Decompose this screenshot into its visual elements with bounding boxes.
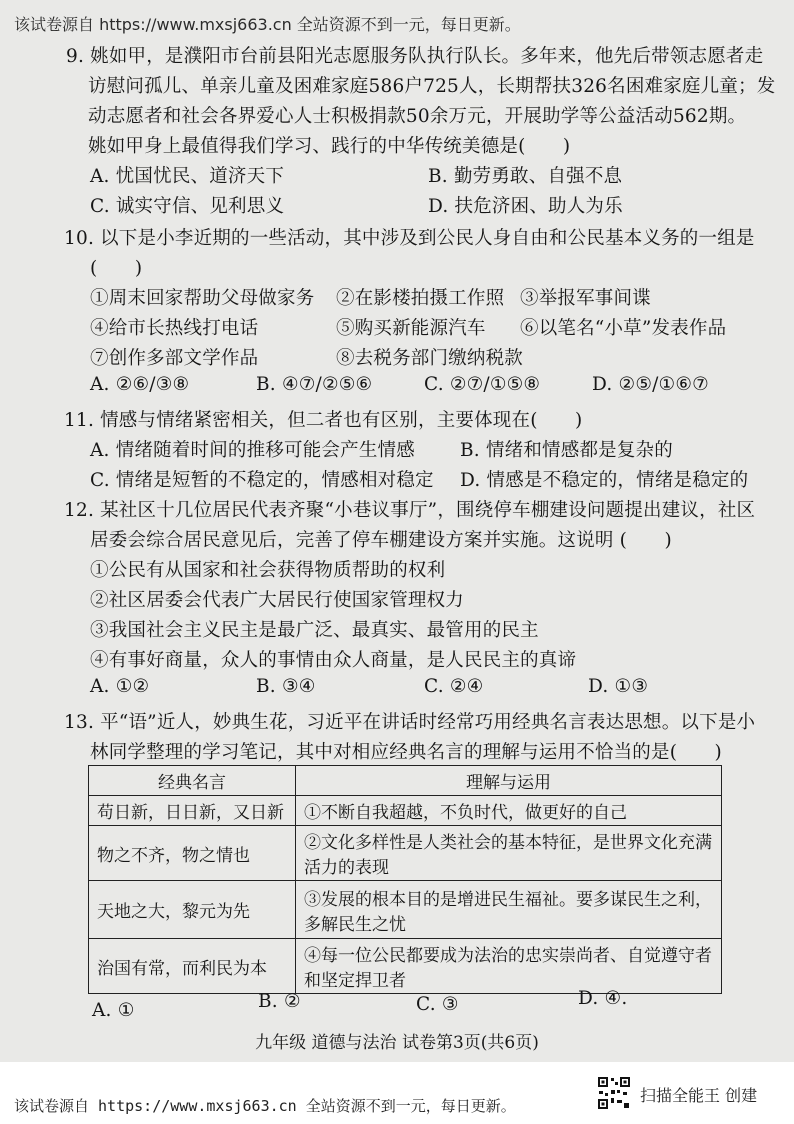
q10-item-4: ④给市长热线打电话: [90, 318, 259, 339]
q9-option-d: D. 扶危济困、助人为乐: [428, 196, 623, 217]
table-cell-quote: 物之不齐，物之情也: [89, 826, 296, 881]
q9-line-2: 访慰问孤儿、单亲儿童及困难家庭586户725人，长期帮扶326名困难家庭儿童；发: [88, 76, 776, 97]
q10-item-5: ⑤购买新能源汽车: [336, 318, 486, 339]
table-header-interpretation: 理解与运用: [296, 766, 722, 796]
table-cell-quote: 苟日新，日日新，又日新: [89, 796, 296, 826]
q9-option-b: B. 勤劳勇敢、自强不息: [428, 166, 623, 187]
q10-option-c: C. ②⑦/①⑤⑧: [424, 374, 541, 395]
q12-line-2: 居委会综合居民意见后，完善了停车棚建设方案并实施。这说明 ( ): [90, 530, 672, 551]
q9-line-3: 动志愿者和社会各界爱心人士积极捐款50余万元，开展助学等公益活动562期。: [88, 106, 747, 127]
q12-item-1: ①公民有从国家和社会获得物质帮助的权利: [90, 560, 446, 581]
q12-item-2: ②社区居委会代表广大居民行使国家管理权力: [90, 590, 465, 611]
table-cell-interpretation: ②文化多样性是人类社会的基本特征，是世界文化充满活力的表现: [296, 826, 722, 881]
q13-option-a: A. ①: [92, 1000, 135, 1021]
table-cell-quote: 天地之大，黎元为先: [89, 881, 296, 939]
q9-line-1: 9. 姚如甲，是濮阳市台前县阳光志愿服务队执行队长。多年来，他先后带领志愿者走: [66, 46, 764, 67]
scanner-label: 扫描全能王 创建: [640, 1086, 758, 1105]
q12-item-4: ④有事好商量，众人的事情由众人商量，是人民民主的真谛: [90, 650, 577, 671]
table-cell-quote: 治国有常，而利民为本: [89, 939, 296, 994]
q10-line-1: 10. 以下是小李近期的一些活动，其中涉及到公民人身自由和公民基本义务的一组是: [64, 228, 755, 249]
q12-option-b: B. ③④: [256, 676, 316, 697]
table-row: [89, 826, 722, 881]
q12-option-c: C. ②④: [424, 676, 484, 697]
q10-item-8: ⑧去税务部门缴纳税款: [336, 348, 524, 369]
table-row: [89, 939, 722, 994]
table-row: [89, 796, 722, 826]
q12-option-a: A. ①②: [90, 676, 150, 697]
table-cell-interpretation: ①不断自我超越，不负时代，做更好的自己: [296, 796, 722, 826]
top-watermark: 该试卷源自 https://www.mxsj663.cn 全站资源不到一元，每日更新。: [14, 15, 521, 34]
q13-line-1: 13. 平“语”近人，妙典生花，习近平在讲话时经常巧用经典名言表达思想。以下是小: [64, 712, 756, 733]
page-footer: 九年级 道德与法治 试卷第3页(共6页): [255, 1033, 539, 1053]
table-header-quote: 经典名言: [89, 766, 296, 796]
q9-option-a: A. 忧国忧民、道济天下: [90, 166, 285, 187]
table-row: [89, 881, 722, 939]
q9-option-c: C. 诚实守信、见利思义: [90, 196, 285, 217]
q11-option-a: A. 情绪随着时间的推移可能会产生情感: [90, 440, 415, 461]
qr-code-icon: [597, 1076, 631, 1110]
q12-option-d: D. ①③: [588, 676, 649, 697]
q10-item-6: ⑥以笔名“小草”发表作品: [520, 318, 727, 339]
q13-option-b: B. ②: [258, 991, 301, 1012]
q10-option-b: B. ④⑦/②⑤⑥: [256, 374, 373, 395]
q11-stem: 11. 情感与情绪紧密相关，但二者也有区别，主要体现在( ): [64, 410, 583, 431]
q11-option-d: D. 情感是不稳定的，情绪是稳定的: [460, 470, 749, 491]
q13-option-d: D. ④.: [578, 988, 628, 1009]
q12-line-1: 12. 某社区十几位居民代表齐聚“小巷议事厅”，围绕停车棚建设问题提出建议，社区: [64, 500, 756, 521]
q10-option-d: D. ②⑤/①⑥⑦: [592, 374, 709, 395]
q10-line-2: ( ): [90, 258, 143, 279]
q10-item-3: ③举报军事间谍: [520, 288, 651, 309]
q11-option-b: B. 情绪和情感都是复杂的: [460, 440, 673, 461]
q9-line-4: 姚如甲身上最值得我们学习、践行的中华传统美德是( ): [88, 136, 571, 157]
table-cell-interpretation: ④每一位公民都要成为法治的忠实崇尚者、自觉遵守者和坚定捍卫者: [296, 939, 722, 994]
q13-option-c: C. ③: [416, 994, 459, 1015]
q10-item-7: ⑦创作多部文学作品: [90, 348, 259, 369]
table-header-row: [89, 766, 722, 796]
table-cell-interpretation: ③发展的根本目的是增进民生福祉。要多谋民生之利，多解民生之忧: [296, 881, 722, 939]
q11-option-c: C. 情绪是短暂的不稳定的，情感相对稳定: [90, 470, 434, 491]
q10-item-2: ②在影楼拍摄工作照: [336, 288, 505, 309]
q10-item-1: ①周末回家帮助父母做家务: [90, 288, 315, 309]
q13-line-2: 林同学整理的学习笔记，其中对相应经典名言的理解与运用不恰当的是( ): [90, 742, 722, 763]
q12-item-3: ③我国社会主义民主是最广泛、最真实、最管用的民主: [90, 620, 539, 641]
q10-option-a: A. ②⑥/③⑧: [90, 374, 190, 395]
quotes-table: [88, 765, 722, 994]
bottom-source-note: 该试卷源自 https://www.mxsj663.cn 全站资源不到一元，每日更新。: [14, 1097, 516, 1115]
